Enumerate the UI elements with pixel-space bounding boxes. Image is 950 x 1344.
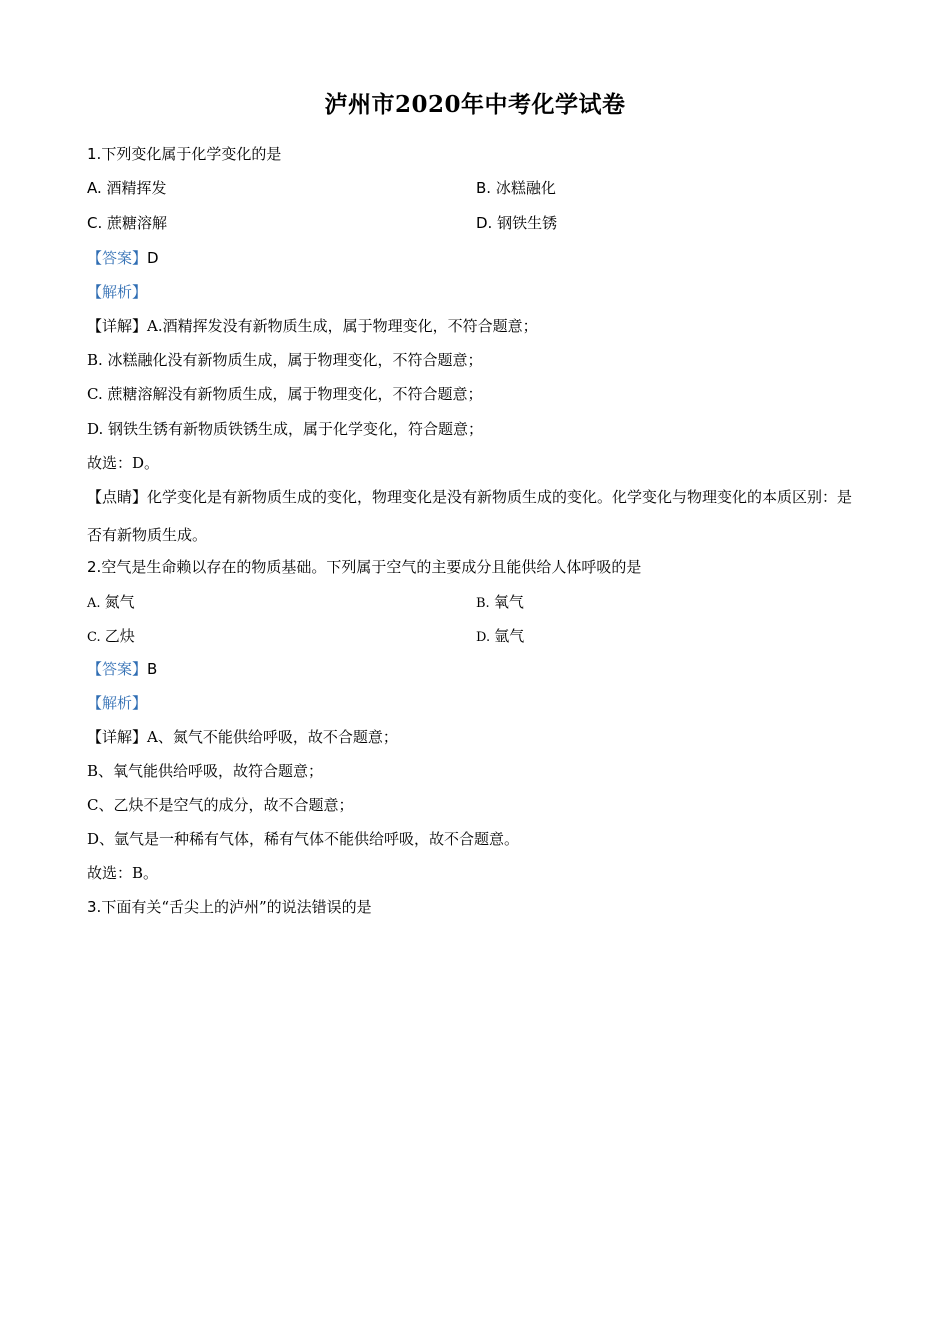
- page-title: 泸州市2020年中考化学试卷: [324, 91, 626, 118]
- q1-answer: [87, 247, 159, 269]
- q2-option-d: D. 氩气: [476, 627, 525, 645]
- question-text: 下面有关“舌尖上的泸州”的说法错误的是: [101, 898, 372, 916]
- q2-answer: [87, 658, 157, 680]
- q2-analysis-tag: 【解析】: [87, 694, 148, 712]
- comment-tag: 【点睛】: [87, 488, 148, 506]
- q1-conclusion: 故选：D。: [87, 454, 160, 472]
- q2-option-c: C. 乙炔: [87, 627, 135, 645]
- question-2-stem: [87, 556, 641, 578]
- q2-detail-line: 【详解】A、氮气不能供给呼吸，故不合题意；: [87, 728, 398, 746]
- q2-conclusion: 故选：B。: [87, 864, 159, 882]
- question-3-stem: [87, 896, 372, 918]
- detail-tag: 【详解】: [87, 728, 148, 746]
- q1-option-b: B. 冰糕融化: [476, 179, 556, 197]
- q1-option-d: D. 钢铁生锈: [476, 214, 558, 232]
- q1-detail-line: C. 蔗糖溶解没有新物质生成，属于物理变化，不符合题意；: [87, 385, 483, 403]
- question-number: 2.: [87, 558, 102, 576]
- q2-detail-line: C、乙炔不是空气的成分，故不合题意；: [87, 796, 354, 814]
- question-1-stem: [87, 143, 281, 165]
- q2-detail-line: B、氧气能供给呼吸，故符合题意；: [87, 762, 324, 780]
- question-number: 1.: [87, 145, 102, 163]
- q1-comment: 【点睛】化学变化是有新物质生成的变化，物理变化是没有新物质生成的变化。化学变化与物理变化的本质区别：是否有新物质生成。: [87, 488, 853, 544]
- q1-option-a: A. 酒精挥发: [87, 179, 167, 197]
- q2-option-b: B. 氧气: [476, 593, 524, 611]
- question-text: 下列变化属于化学变化的是: [101, 145, 282, 163]
- q2-detail-line: D、氩气是一种稀有气体，稀有气体不能供给呼吸，故不合题意。: [87, 830, 520, 848]
- answer-value: B: [147, 660, 158, 678]
- q1-option-c: C. 蔗糖溶解: [87, 214, 168, 232]
- q2-option-a: A. 氮气: [87, 593, 135, 611]
- answer-tag: 【答案】: [87, 660, 148, 678]
- question-number: 3.: [87, 898, 102, 916]
- q1-detail-line: 【详解】A.酒精挥发没有新物质生成，属于物理变化，不符合题意；: [87, 317, 538, 335]
- question-text: 空气是生命赖以存在的物质基础。下列属于空气的主要成分且能供给人体呼吸的是: [101, 558, 642, 576]
- q1-detail-line: B. 冰糕融化没有新物质生成，属于物理变化，不符合题意；: [87, 351, 483, 369]
- answer-value: D: [147, 249, 159, 267]
- detail-tag: 【详解】: [87, 317, 148, 335]
- q1-analysis-tag: 【解析】: [87, 283, 148, 301]
- answer-tag: 【答案】: [87, 249, 148, 267]
- q1-detail-line: D. 钢铁生锈有新物质铁锈生成，属于化学变化，符合题意；: [87, 420, 484, 438]
